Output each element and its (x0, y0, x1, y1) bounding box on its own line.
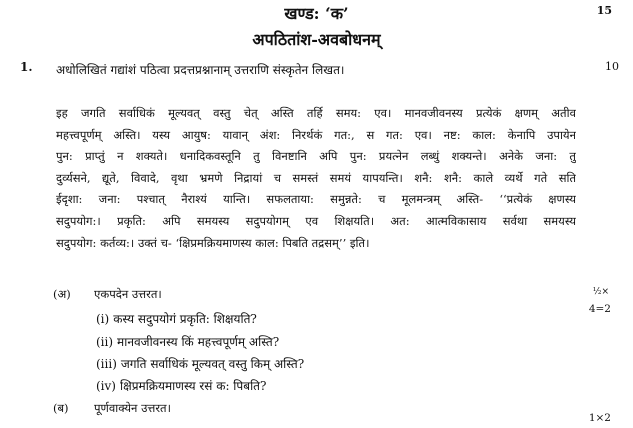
item-text: मानवजीवनस्य किं महत्त्वपूर्णम् अस्ति? (117, 335, 280, 349)
item-text: क्षिप्रमक्रियमाणस्य रसं क: पिबति? (119, 379, 267, 393)
passage-line: सदुपयोग:। प्रकृति: अपि समयस्य सदुपयोगम् एव शिक्षयति। अत: आत्मविकासाय सर्वथा समयस्य (56, 213, 576, 228)
item-number: (i) (96, 312, 110, 326)
part-b-label: (ब) (53, 401, 69, 415)
item-number: (iv) (96, 379, 116, 393)
section-title: खण्ड: ‘क’ (284, 4, 349, 23)
passage-line: इह जगति सर्वाधिकं मूल्यवत् वस्तु चेत् अस्ति तर्हि समय: एव। मानवजीवनस्य प्रत्येकं क्षणम् अतीव (56, 106, 576, 120)
item-text: कस्य सदुपयोगं प्रकृति: शिक्षयति? (113, 312, 257, 326)
item-number: (ii) (96, 335, 114, 349)
part-a-marks-bottom: 4=2 (588, 303, 611, 315)
passage-line: महत्त्वपूर्णम् अस्ति। यस्य आयुष: यावान् अंश: निरर्थकं गत:, स गत: एव। नष्ट: काल: केनापि उपायेन (56, 127, 576, 142)
question-item (96, 310, 257, 327)
part-b-marks: 1×2 (588, 412, 611, 424)
passage-line: सदुपयोग: कर्तव्य:। उक्तं च- ‘क्षिप्रमक्रियमाणस्य काल: पिबति तद्रसम्’’ इति। (56, 235, 370, 250)
part-a-instruction: एकपदेन उत्तरत। (94, 287, 162, 301)
part-a-label: (अ) (53, 287, 71, 301)
question-item (96, 333, 279, 350)
page-number: 15 (596, 4, 612, 17)
part-b-instruction: पूर्णवाक्येन उत्तरत। (94, 401, 171, 415)
part-a-marks-top: ½× (592, 287, 609, 297)
question-text: अधोलिखितं गद्यांशं पठित्वा प्रदत्तप्रश्नानाम् उत्तराणि संस्कृतेन लिखत। (56, 63, 345, 77)
item-text: जगति सर्वाधिकं मूल्यवत् वस्तु किम् अस्ति? (120, 357, 305, 371)
question-item (96, 377, 266, 394)
question-marks: 10 (605, 60, 619, 73)
passage-line: पुन: प्राप्तुं न शक्यते। धनादिकवस्तूनि तु विनष्टानि अपि पुन: प्रयत्नेन लब्धुं शक्यन्ते। अनेके जना: तु (56, 149, 576, 164)
passage (56, 103, 576, 254)
passage-line: ईदृशा: जना: पश्चात् नैराश्यं यान्ति। सफलताया: समुन्नते: च मूलमन्त्रम् अस्ति- ‘‘प्रत्येकं क्षणस्य (56, 192, 576, 207)
passage-line: दुर्व्यसने, द्यूते, विवादे, वृथा भ्रमणे निद्रायां च समस्तं समयं यापयन्ति। शनै: शनै: काले व्यर्थे गते सति (56, 170, 576, 185)
item-number: (iii) (96, 357, 117, 371)
question-item (96, 355, 304, 372)
question-number: 1. (20, 60, 33, 74)
section-subtitle: अपठितांश-अवबोधनम् (252, 30, 381, 49)
